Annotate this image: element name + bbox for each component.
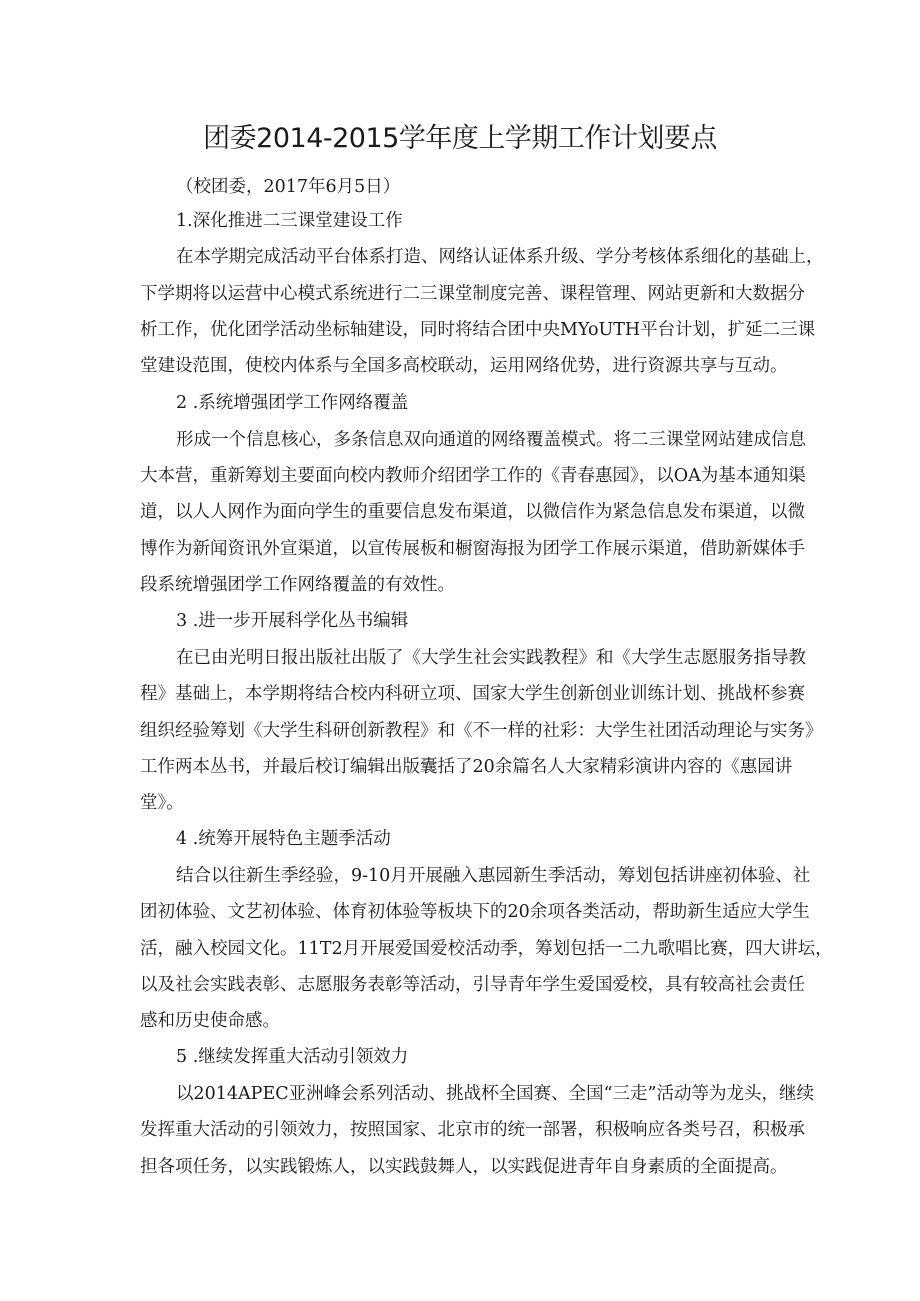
paragraph-line: 工作两本丛书，并最后校订编辑出版囊括了20余篇名人大家精彩演讲内容的《惠园讲 [140, 757, 793, 777]
paragraph-line: 程》基础上，本学期将结合校内科研立项、国家大学生创新创业训练计划、挑战杯参赛 [140, 684, 805, 704]
byline: （校团委，2017年6月5日） [176, 177, 401, 197]
paragraph-line: 在本学期完成活动平台体系打造、网络认证体系升级、学分考核体系细化的基础上， [176, 247, 824, 267]
paragraph-line: 博作为新闻资讯外宣渠道，以宣传展板和橱窗海报为团学工作展示渠道，借助新媒体手 [140, 539, 805, 559]
section-heading-1: 1.深化推进二三课堂建设工作 [176, 211, 403, 231]
paragraph-line: 在已由光明日报出版社出版了《大学生社会实践教程》和《大学生志愿服务指导教 [176, 648, 806, 668]
paragraph-line: 结合以往新生季经验，9-10月开展融入惠园新生季活动，筹划包括讲座初体验、社 [176, 866, 811, 886]
paragraph-line: 发挥重大活动的引领效力，按照国家、北京市的统一部署，积极响应各类号召，积极承 [140, 1120, 805, 1140]
paragraph-line: 堂》。 [140, 793, 184, 813]
paragraph-line: 堂建设范围，使校内体系与全国多高校联动，运用网络优势，进行资源共享与互动。 [140, 356, 788, 376]
section-heading-2: 2 .系统增强团学工作网络覆盖 [176, 393, 409, 413]
paragraph-line: 形成一个信息核心，多条信息双向通道的网络覆盖模式。将二三课堂网站建成信息 [176, 430, 806, 450]
paragraph-line: 析工作，优化团学活动坐标轴建设，同时将结合团中央MYoUTH平台计划，扩延二三课 [140, 320, 816, 340]
paragraph-line: 活，融入校园文化。11T2月开展爱国爱校活动季，筹划包括一二九歌唱比赛，四大讲坛， [140, 939, 833, 959]
paragraph-line: 道，以人人网作为面向学生的重要信息发布渠道，以微信作为紧急信息发布渠道，以微 [140, 502, 805, 522]
page-title: 团委2014-2015学年度上学期工作计划要点 [203, 123, 717, 154]
paragraph-line: 感和历史使命感。 [140, 1011, 280, 1031]
paragraph-line: 团初体验、文艺初体验、体育初体验等板块下的20余项各类活动，帮助新生适应大学生 [140, 902, 810, 922]
paragraph-line: 以2014APEC亚洲峰会系列活动、挑战杯全国赛、全国“三走”活动等为龙头，继续 [176, 1084, 815, 1104]
paragraph-line: 以及社会实践表彰、志愿服务表彰等活动，引导青年学生爱国爱校，具有较高社会责任 [140, 975, 805, 995]
section-heading-4: 4 .统筹开展特色主题季活动 [176, 829, 391, 849]
paragraph-line: 下学期将以运营中心模式系统进行二三课堂制度完善、课程管理、网站更新和大数据分 [140, 284, 805, 304]
paragraph-line: 担各项任务，以实践锻炼人，以实践鼓舞人，以实践促进青年自身素质的全面提高。 [140, 1157, 788, 1177]
section-heading-5: 5 .继续发挥重大活动引领效力 [176, 1047, 409, 1067]
section-heading-3: 3 .进一步开展科学化丛书编辑 [176, 611, 409, 631]
paragraph-line: 大本营，重新筹划主要面向校内教师介绍团学工作的《青春惠园》，以OA为基本通知渠 [140, 466, 806, 486]
paragraph-line: 组织经验筹划《大学生科研创新教程》和《不一样的社彩：大学生社团活动理论与实务》 [140, 721, 823, 741]
paragraph-line: 段系统增强团学工作网络覆盖的有效性。 [140, 575, 455, 595]
